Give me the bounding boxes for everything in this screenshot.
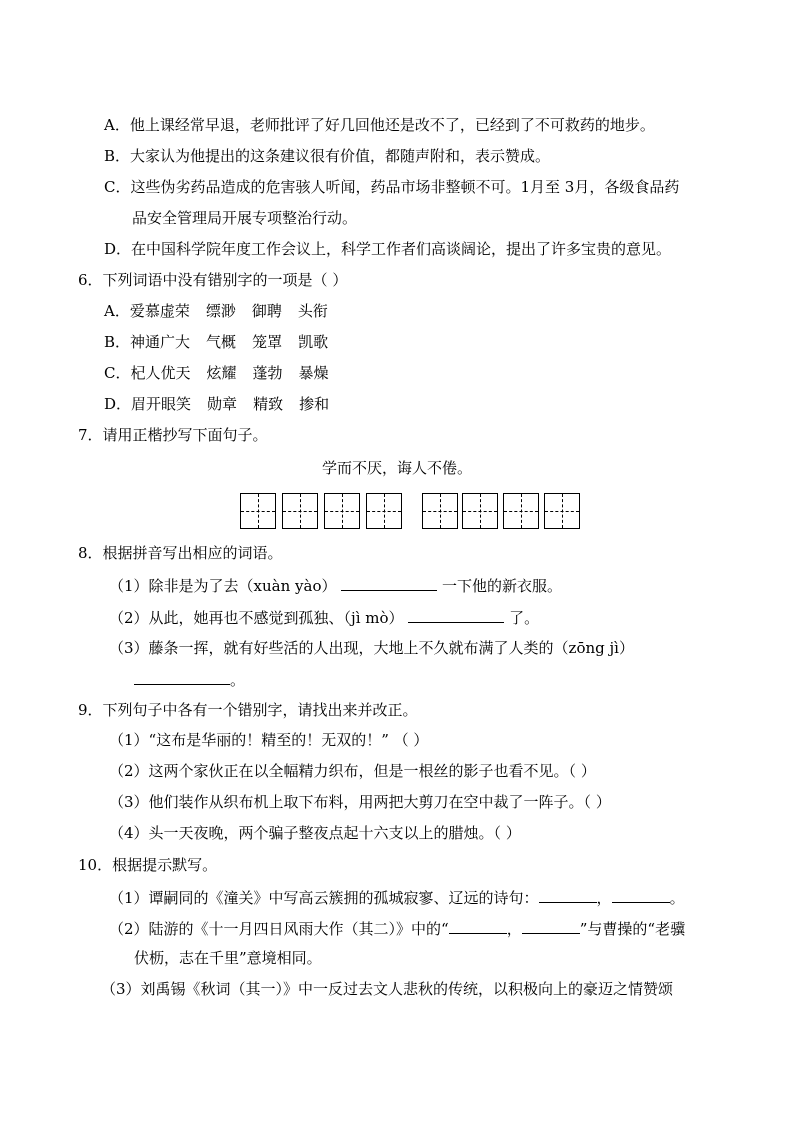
- word: 神通广大: [130, 333, 191, 351]
- word: 缥渺: [205, 302, 236, 320]
- item-end: 。: [669, 889, 685, 907]
- q9-item-4: （4）头一天夜晚，两个骗子整夜点起十六支以上的腊烛。（ ）: [109, 824, 521, 842]
- q8-stem: 8．根据拼音写出相应的词语。: [78, 544, 283, 562]
- answer-blank[interactable]: [449, 917, 507, 934]
- q9-item-2: （2）这两个家伙正在以全幅精力织布，但是一根丝的影子也看不见。（ ）: [109, 762, 596, 780]
- q8-item-3-cont: [134, 668, 245, 688]
- word: 御聘: [251, 302, 282, 320]
- q7-stem: 7．请用正楷抄写下面句子。: [78, 426, 268, 444]
- grid-cell[interactable]: [240, 493, 276, 529]
- item-text: 一下他的新衣服。: [442, 577, 563, 595]
- q7-sentence: 学而不厌，诲人不倦。: [321, 459, 472, 477]
- q10-item-2: [109, 917, 685, 937]
- word: 气概: [206, 333, 237, 351]
- option-label: C．: [104, 364, 131, 382]
- item-text: ”与曹操的“老骥: [579, 920, 686, 938]
- item-text: 。: [230, 671, 246, 689]
- item-text: 了。: [509, 609, 540, 627]
- q10-item-3: （3）刘禹锡《秋词（其一）》中一反过去文人悲秋的传统，以积极向上的豪迈之情赞颂: [101, 980, 674, 998]
- answer-blank[interactable]: [134, 668, 230, 685]
- answer-blank[interactable]: [341, 574, 437, 591]
- word: 勋章: [207, 395, 238, 413]
- q8-item-3: （3）藤条一挥，就有好些活的人出现，大地上不久就布满了人类的（zōng jì）: [109, 639, 634, 657]
- word: 杞人优天: [130, 364, 191, 382]
- q9-stem: 9．下列句子中各有一个错别字，请找出来并改正。: [78, 701, 418, 719]
- item-text: （2）从此，她再也不感觉到孤独、（jì mò）: [109, 609, 404, 627]
- q8-item-1: [109, 574, 562, 594]
- word: 凯歌: [298, 333, 329, 351]
- q6-option-a: [104, 301, 344, 321]
- item-text: （1）谭嗣同的《潼关》中写高云簇拥的孤城寂寥、辽远的诗句：: [109, 889, 539, 907]
- answer-blank[interactable]: [408, 606, 504, 623]
- word: 掺和: [299, 395, 330, 413]
- q10-stem: 10．根据提示默写。: [78, 856, 218, 874]
- answer-blank[interactable]: [539, 886, 597, 903]
- word: 暴燥: [298, 364, 329, 382]
- word: 精致: [253, 395, 284, 413]
- grid-cell[interactable]: [462, 493, 498, 529]
- answer-blank[interactable]: [612, 886, 670, 903]
- q6-option-d: [104, 394, 345, 414]
- word: 头衔: [297, 302, 328, 320]
- word: 炫耀: [206, 364, 237, 382]
- q6-option-c: [104, 363, 345, 383]
- option-label: D．: [104, 395, 132, 413]
- q9-item-1: （1）“这布是华丽的！精至的！无双的！” （ ）: [109, 731, 429, 749]
- q5-option-c-cont: 品安全管理局开展专项整治行动。: [132, 209, 358, 227]
- word: 眉开眼笑: [131, 395, 192, 413]
- grid-cell[interactable]: [544, 493, 580, 529]
- separator: ，: [596, 889, 612, 907]
- answer-blank[interactable]: [522, 917, 580, 934]
- word: 蓬勃: [252, 364, 283, 382]
- q10-item-2-cont: 伏枥，志在千里”意境相同。: [134, 949, 322, 967]
- word: 笼罩: [252, 333, 283, 351]
- option-label: B．: [104, 333, 131, 351]
- option-label: A．: [104, 302, 130, 320]
- q9-item-3: （3）他们装作从织布机上取下布料，用两把大剪刀在空中裁了一阵子。（ ）: [109, 793, 611, 811]
- grid-cell[interactable]: [422, 493, 458, 529]
- grid-cell[interactable]: [324, 493, 360, 529]
- q10-item-1: [109, 886, 685, 906]
- item-text: （2）陆游的《十一月四日风雨大作（其二）》中的“: [109, 920, 449, 938]
- q6-stem: 6．下列词语中没有错别字的一项是（ ）: [78, 271, 348, 289]
- q5-option-a: A．他上课经常早退，老师批评了好几回他还是改不了，已经到了不可救药的地步。: [104, 116, 655, 134]
- grid-cell[interactable]: [282, 493, 318, 529]
- grid-cell[interactable]: [366, 493, 402, 529]
- grid-cell[interactable]: [503, 493, 539, 529]
- item-text: （1）除非是为了去（xuàn yào）: [109, 577, 337, 595]
- q5-option-d: D．在中国科学院年度工作会议上，科学工作者们高谈阔论，提出了许多宝贵的意见。: [104, 240, 672, 258]
- separator: ，: [506, 920, 522, 938]
- word: 爱慕虚荣: [129, 302, 190, 320]
- q5-option-c: C．这些伪劣药品造成的危害骇人听闻，药品市场非整顿不可。1月至 3月，各级食品药: [104, 178, 680, 196]
- q6-option-b: [104, 332, 344, 352]
- q8-item-2: [109, 606, 539, 626]
- q5-option-b: B．大家认为他提出的这条建议很有价值，都随声附和，表示赞成。: [104, 147, 551, 165]
